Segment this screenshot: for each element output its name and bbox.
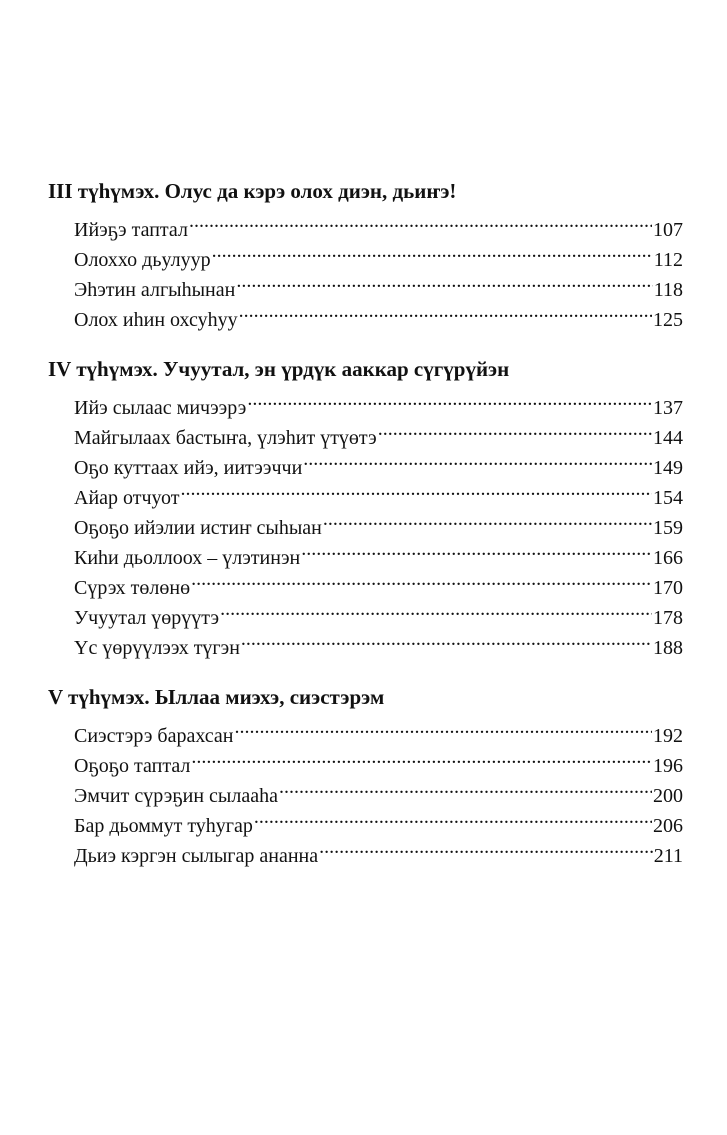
entry-page-number: 107 bbox=[652, 215, 683, 245]
entry-title: Бар дьоммут туһугар bbox=[74, 815, 253, 837]
entry-page-number: 159 bbox=[652, 513, 683, 543]
entry-title: Ийэҕэ таптал bbox=[74, 219, 188, 241]
entry-page-number: 118 bbox=[653, 275, 683, 305]
entry-page-number: 112 bbox=[653, 245, 683, 275]
entry-page-number: 188 bbox=[652, 633, 683, 663]
entry-page-number: 144 bbox=[652, 423, 683, 453]
entry-page-number: 200 bbox=[652, 781, 683, 811]
toc-section-3 bbox=[48, 176, 688, 331]
dot-leader bbox=[188, 206, 652, 236]
entry-title: Үс үөрүүлээх түгэн bbox=[74, 637, 240, 659]
dot-leader bbox=[219, 594, 652, 624]
dot-leader bbox=[278, 772, 652, 802]
entry-title: Майгылаах бастыҥа, үлэһит үтүөтэ bbox=[74, 427, 377, 449]
entry-title: Олоххо дьулуур bbox=[74, 249, 211, 271]
entry-page-number: 125 bbox=[652, 305, 683, 335]
entry-title: Эһэтин алгыһынан bbox=[74, 279, 236, 301]
entry-page-number: 149 bbox=[652, 453, 683, 483]
dot-leader bbox=[190, 564, 652, 594]
entry-title: Айар отчуот bbox=[74, 487, 180, 509]
toc-section-5 bbox=[48, 682, 688, 867]
entry-title: Дьиэ кэргэн сылыгар ананна bbox=[74, 845, 319, 867]
dot-leader bbox=[246, 384, 652, 414]
section-heading: IV түһүмэх. Учуутал, эн үрдүк ааккар сүгүрүйэн bbox=[48, 357, 510, 381]
entry-title: Ийэ сылаас мичээрэ bbox=[74, 397, 247, 419]
entry-title: Эмчит сүрэҕин сылааһа bbox=[74, 785, 278, 807]
entry-title: Учуутал үөрүүтэ bbox=[74, 607, 220, 629]
entry-title: Оҕоҕо ийэлии истиҥ сыһыан bbox=[74, 517, 322, 539]
entry-title: Сиэстэрэ барахсан bbox=[74, 725, 234, 747]
dot-leader bbox=[300, 534, 652, 564]
dot-leader bbox=[377, 414, 652, 444]
table-of-contents bbox=[48, 176, 688, 890]
entry-title: Оҕо куттаах ийэ, иитээччи bbox=[74, 457, 303, 479]
entry-title: Сүрэх төлөнө bbox=[74, 577, 191, 599]
toc-entry bbox=[74, 384, 683, 419]
entry-page-number: 196 bbox=[652, 751, 683, 781]
entry-page-number: 192 bbox=[652, 721, 683, 751]
section-heading: V түһүмэх. Ыллаа миэхэ, сиэстэрэм bbox=[48, 685, 385, 709]
toc-entry bbox=[74, 712, 683, 747]
toc-entry bbox=[74, 206, 683, 241]
dot-leader bbox=[318, 832, 653, 862]
section-heading: III түһүмэх. Олус да кэрэ олох диэн, дьиҥэ! bbox=[48, 179, 457, 203]
dot-leader bbox=[302, 444, 652, 474]
toc-section-4 bbox=[48, 354, 688, 659]
dot-leader bbox=[322, 504, 652, 534]
entry-page-number: 211 bbox=[653, 841, 683, 871]
dot-leader bbox=[233, 712, 652, 742]
entry-page-number: 137 bbox=[652, 393, 683, 423]
entry-title: Олох иһин охсуһуу bbox=[74, 309, 238, 331]
entry-page-number: 166 bbox=[652, 543, 683, 573]
entry-page-number: 178 bbox=[652, 603, 683, 633]
dot-leader bbox=[190, 742, 652, 772]
entry-title: Оҕоҕо таптал bbox=[74, 755, 191, 777]
entry-page-number: 170 bbox=[652, 573, 683, 603]
dot-leader bbox=[238, 296, 652, 326]
dot-leader bbox=[211, 236, 653, 266]
entry-page-number: 206 bbox=[652, 811, 683, 841]
entry-page-number: 154 bbox=[652, 483, 683, 513]
dot-leader bbox=[253, 802, 652, 832]
entry-title: Киһи дьоллоох – үлэтинэн bbox=[74, 547, 301, 569]
dot-leader bbox=[235, 266, 652, 296]
dot-leader bbox=[180, 474, 652, 504]
dot-leader bbox=[240, 624, 652, 654]
